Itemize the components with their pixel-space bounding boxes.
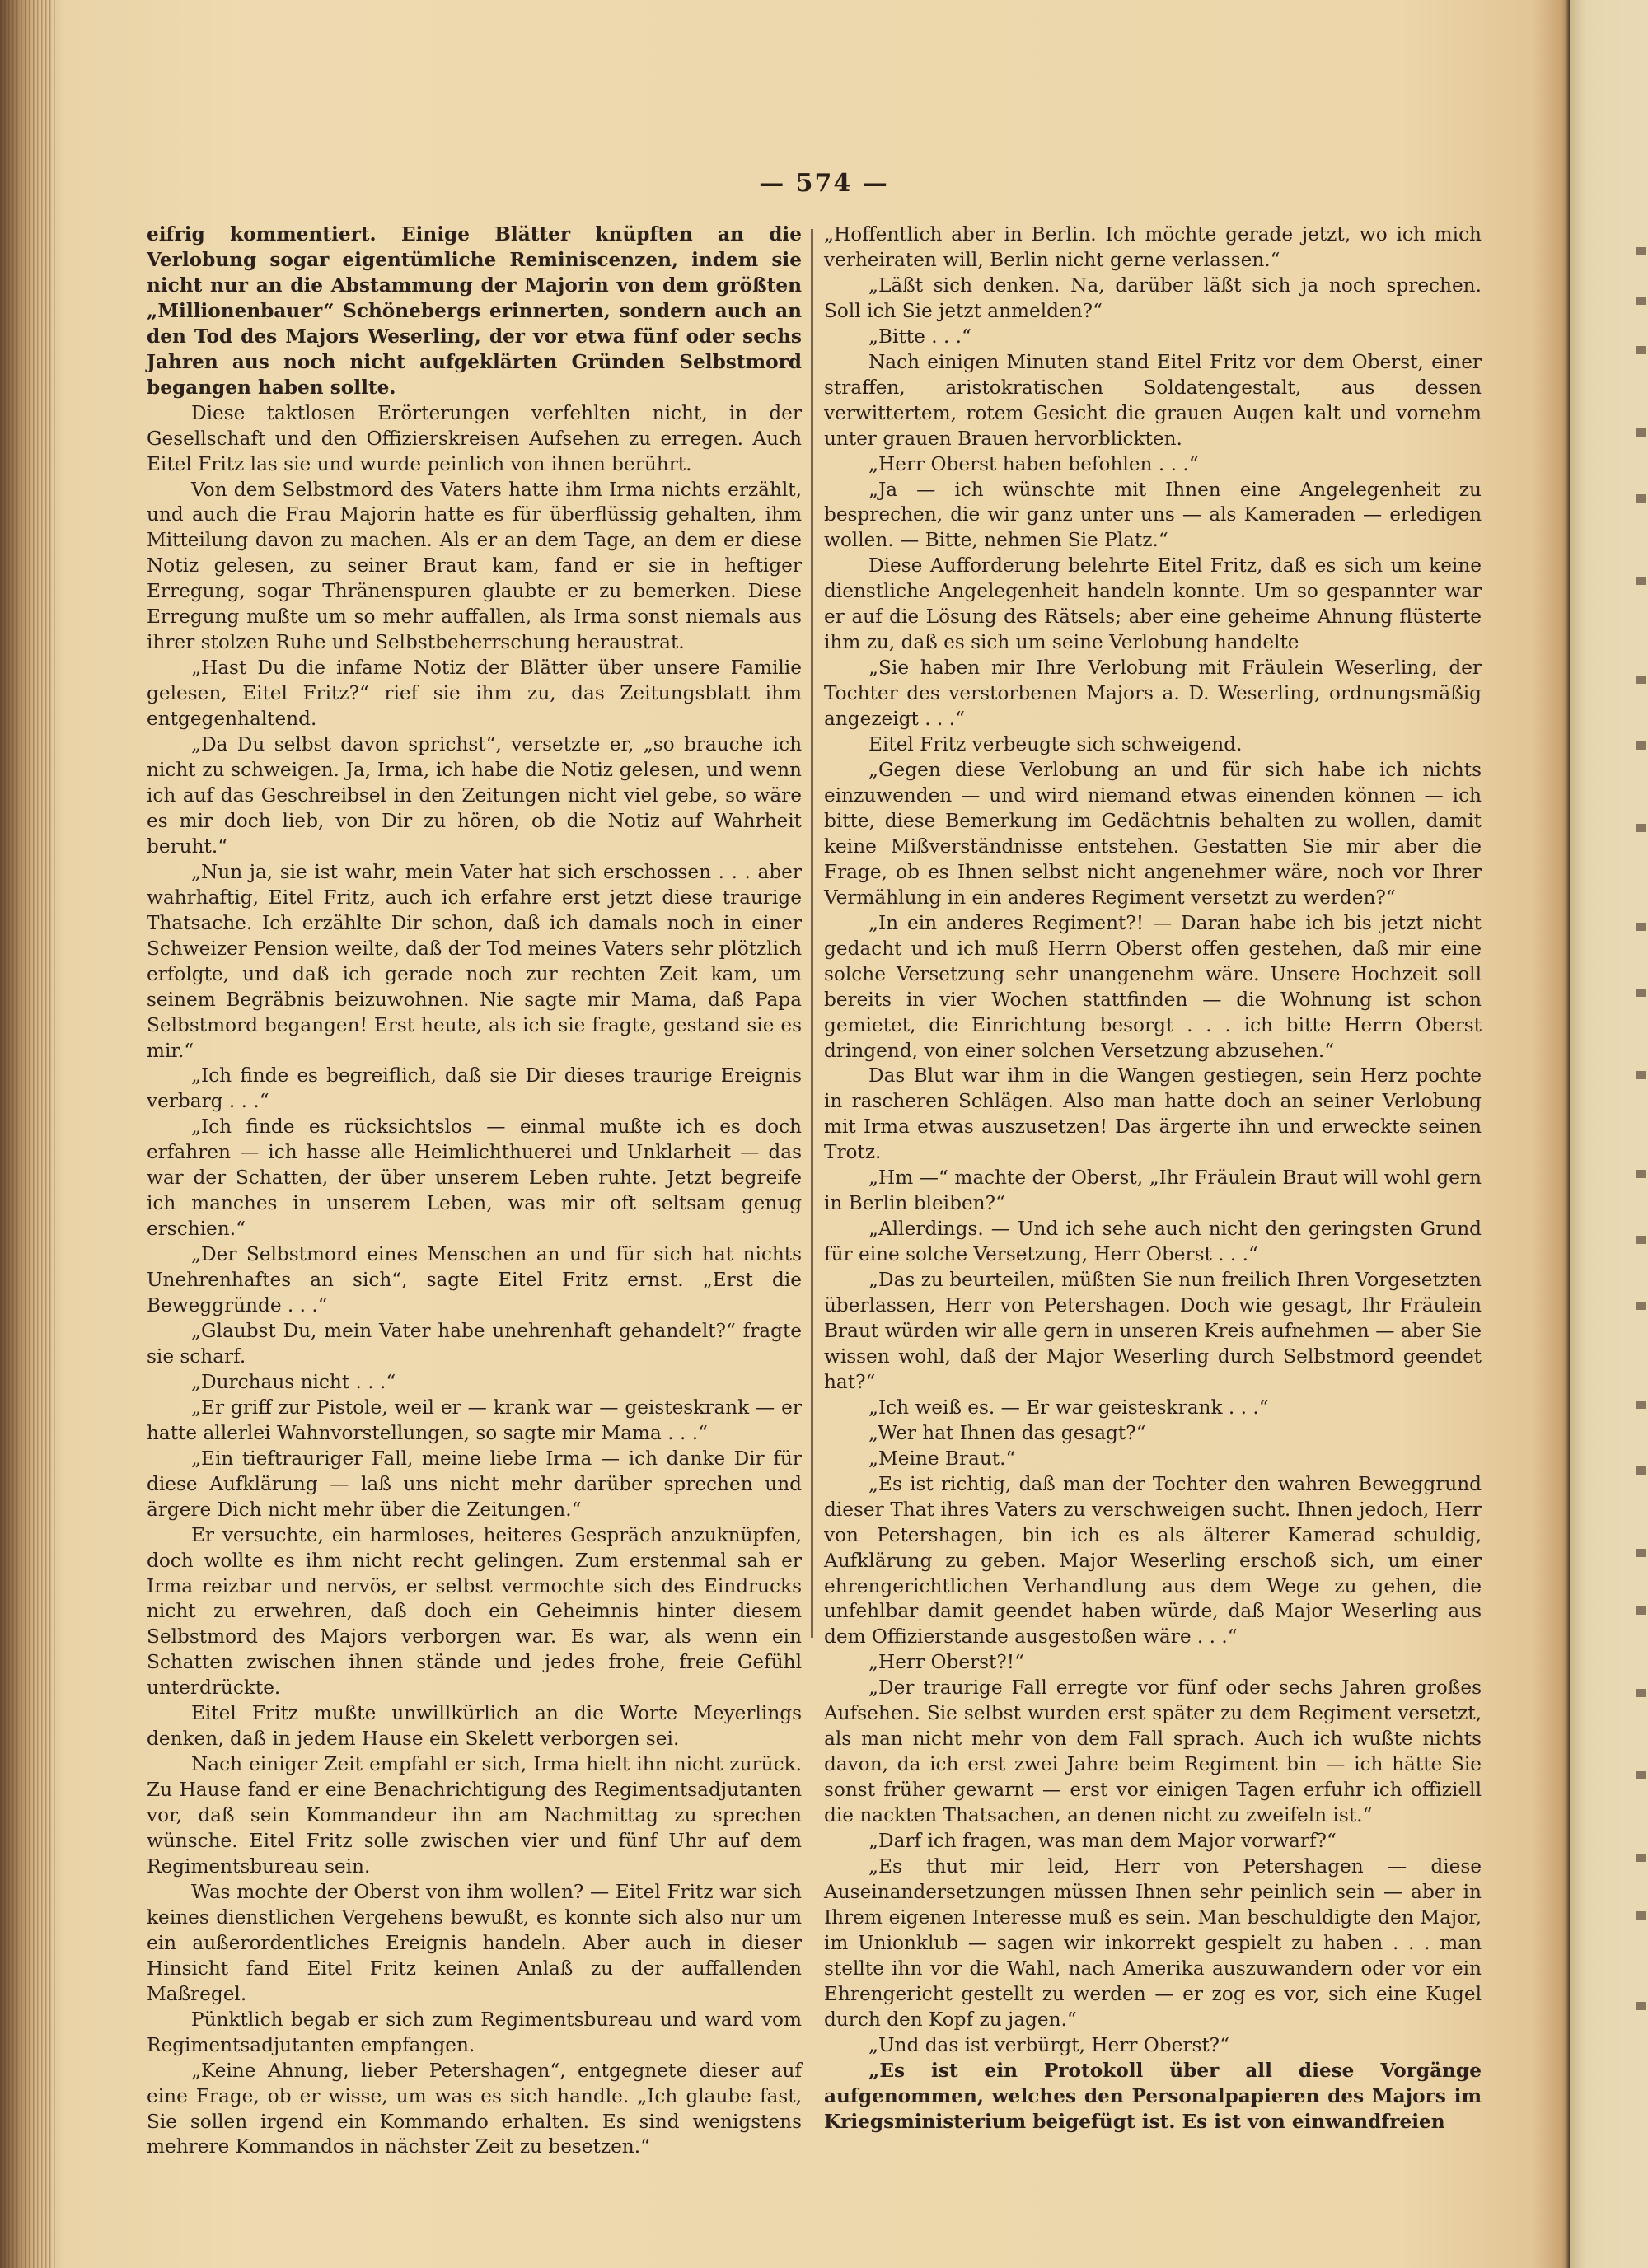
- right-column: [824, 222, 1482, 2135]
- right-column-paragraph: „Läßt sich denken. Na, darüber läßt sich ja noch sprechen. Soll ich Sie jetzt anmelden?“: [824, 274, 1482, 322]
- right-column-paragraph: „Und das ist verbürgt, Herr Oberst?“: [868, 2033, 1229, 2056]
- right-column-paragraph: „Hoffentlich aber in Berlin. Ich möchte gerade jetzt, wo ich mich verheiraten will, Berlin nicht gerne verlassen.“: [824, 223, 1482, 271]
- right-column-paragraph: Diese Aufforderung belehrte Eitel Fritz, daß es sich um keine dienstliche Angelegenheit handeln konnte. Um so gespannter war er auf die Lösung des Rätsels; aber eine geheime Ahnung flüsterte ihm zu, daß es sich um seine Verlobung handelte: [824, 554, 1482, 654]
- right-column-paragraph: „Gegen diese Verlobung an und für sich habe ich nichts einzuwenden — und wird niemand etwas einenden können — ich bitte, diese Bemerkung im Gedächtnis behalten zu wollen, damit keine Mißverständnisse entstehen. Gestatten Sie mir aber die Frage, ob es Ihnen selbst nicht angenehmer wäre, noch vor Ihrer Vermählung in ein anderes Regiment versetzt zu werden?“: [824, 759, 1482, 909]
- left-column-paragraph: „Durchaus nicht . . .“: [191, 1370, 396, 1393]
- column-divider: [811, 229, 813, 1638]
- right-column-paragraph: „Meine Braut.“: [868, 1447, 1016, 1470]
- right-column-paragraph: „Herr Oberst haben befohlen . . .“: [868, 452, 1199, 475]
- page-edges: [0, 0, 58, 2268]
- left-column-paragraph: „Hast Du die infame Notiz der Blätter über unsere Familie gelesen, Eitel Fritz?“ rief sie ihm zu, das Zeitungsblatt ihm entgegenhaltend.: [147, 657, 802, 731]
- adjacent-page-marks: [1636, 0, 1648, 2268]
- left-column-paragraph: „Ich finde es begreiflich, daß sie Dir dieses traurige Ereignis verbarg . . .“: [147, 1064, 802, 1113]
- right-column-paragraph: „Darf ich fragen, was man dem Major vorwarf?“: [868, 1830, 1337, 1853]
- left-column-paragraph: „Er griff zur Pistole, weil er — krank war — geisteskrank — er hatte allerlei Wahnvorstellungen, so sagte mir Mama . . .“: [147, 1396, 802, 1444]
- right-column-paragraph: „Es ist ein Protokoll über all diese Vorgänge aufgenommen, welches den Personalpapieren des Majors im Kriegsministerium beigefügt ist. Es ist von einwandfreien: [824, 2059, 1482, 2133]
- right-column-paragraph: „Hm —“ machte der Oberst, „Ihr Fräulein Braut will wohl gern in Berlin bleiben?“: [824, 1167, 1482, 1215]
- right-column-paragraph: Eitel Fritz verbeugte sich schweigend.: [868, 733, 1243, 756]
- right-column-paragraph: „Bitte . . .“: [868, 325, 971, 348]
- left-column-paragraph: „Der Selbstmord eines Menschen an und für sich hat nichts Unehrenhaftes an sich“, sagte Eitel Fritz ernst. „Erst die Beweggründe . . .“: [147, 1243, 802, 1317]
- adjacent-page-edge: [1570, 0, 1648, 2268]
- left-column-paragraph: „Ich finde es rücksichtslos — einmal mußte ich es doch erfahren — ich hasse alle Heimlichthuerei und Unklarheit — das war der Schatten, der über unserem Leben ruhte. Jetzt begreife ich manches in unserem Leben, was mir oft seltsam genug erschien.“: [147, 1115, 802, 1241]
- left-column-paragraph: „Da Du selbst davon sprichst“, versetzte er, „so brauche ich nicht zu schweigen. Ja, Irma, ich habe die Notiz gelesen, und wenn ich auf das Geschreibsel in den Zeitungen nicht viel gebe, so wäre es mir doch lieb, von Dir zu hören, ob die Notiz auf Wahrheit beruht.“: [147, 733, 802, 858]
- right-column-paragraph: „Ja — ich wünschte mit Ihnen eine Angelegenheit zu besprechen, die wir ganz unter uns — als Kameraden — erledigen wollen. — Bitte, nehmen Sie Platz.“: [824, 478, 1482, 552]
- left-column-paragraph: „Ein tieftrauriger Fall, meine liebe Irma — ich danke Dir für diese Aufklärung — laß uns nicht mehr darüber sprechen und ärgere Dich nicht mehr über die Zeitungen.“: [147, 1447, 802, 1521]
- right-column-paragraph: Das Blut war ihm in die Wangen gestiegen, sein Herz pochte in rascheren Schlägen. Also man hatte doch an seiner Verlobung mit Irma etwas auszusetzen! Das ärgerte ihn und erweckte seinen Trotz.: [824, 1064, 1482, 1164]
- left-column-paragraph: „Nun ja, sie ist wahr, mein Vater hat sich erschossen . . . aber wahrhaftig, Eitel Fritz, auch ich erfahre erst jetzt diese traurige Thatsache. Ich erzählte Dir schon, daß ich damals noch in einer Schweizer Pension weilte, daß der Tod meines Vaters sehr plötzlich erfolgte, und daß ich gerade noch zur rechten Zeit kam, um seinem Begräbnis beizuwohnen. Nie sagte mir Mama, daß Papa Selbstmord begangen! Erst heute, als ich sie fragte, gestand sie es mir.“: [147, 860, 802, 1062]
- left-column-paragraph: „Glaubst Du, mein Vater habe unehrenhaft gehandelt?“ fragte sie scharf.: [147, 1319, 802, 1368]
- left-column-paragraph: Eitel Fritz mußte unwillkürlich an die Worte Meyerlings denken, daß in jedem Hause ein Skelett verborgen sei.: [147, 1702, 802, 1751]
- right-column-paragraph: Nach einigen Minuten stand Eitel Fritz vor dem Oberst, einer straffen, aristokratischen Soldatengestalt, aus dessen verwittertem, rotem Gesicht die grauen Augen kalt und vornehm unter grauen Brauen hervorblickten.: [824, 350, 1482, 450]
- right-column-paragraph: „Der traurige Fall erregte vor fünf oder sechs Jahren großes Aufsehen. Sie selbst wurden erst später zu dem Regiment versetzt, als man nicht mehr von dem Fall sprach. Auch ich wußte nichts davon, da ich erst zwei Jahre beim Regiment bin — ich hätte Sie sonst früher gewarnt — erst vor einigen Tagen erfuhr ich offiziell die nackten Thatsachen, an denen nicht zu zweifeln ist.“: [824, 1676, 1482, 1827]
- right-column-paragraph: „Herr Oberst?!“: [868, 1651, 1024, 1674]
- right-column-paragraph: „Allerdings. — Und ich sehe auch nicht den geringsten Grund für eine solche Versetzung, Herr Oberst . . .“: [824, 1218, 1482, 1266]
- left-column: [147, 222, 802, 2160]
- left-column-paragraph: Diese taktlosen Erörterungen verfehlten nicht, in der Gesellschaft und den Offizierskreisen Aufsehen zu erregen. Auch Eitel Fritz las sie und wurde peinlich von ihnen berührt.: [147, 401, 802, 475]
- right-column-paragraph: „Ich weiß es. — Er war geisteskrank . . .“: [868, 1396, 1269, 1419]
- right-column-paragraph: „In ein anderes Regiment?! — Daran habe ich bis jetzt nicht gedacht und ich muß Herrn Oberst offen gestehen, daß mir eine solche Versetzung sehr unangenehm wäre. Unsere Hochzeit soll bereits in vier Wochen stattfinden — die Wohnung ist schon gemietet, die Einrichtung besorgt . . . ich bitte Herrn Oberst dringend, von einer solchen Versetzung abzusehen.“: [824, 911, 1482, 1062]
- right-column-paragraph: „Sie haben mir Ihre Verlobung mit Fräulein Weserling, der Tochter des verstorbenen Majors a. D. Weserling, ordnungsmäßig angezeigt . . .“: [824, 657, 1482, 731]
- right-column-paragraph: „Es ist richtig, daß man der Tochter den wahren Beweggrund dieser That ihres Vaters zu verschweigen sucht. Ihnen jedoch, Herr von Petershagen, bin ich es als älterer Kamerad schuldig, Aufklärung zu geben. Major Weserling erschoß sich, um einer ehrengerichtlichen Verhandlung aus dem Wege zu gehen, die unfehlbar damit geendet haben würde, daß Major Weserling aus dem Offizierstande ausgestoßen wäre . . .“: [824, 1472, 1482, 1648]
- left-column-paragraph: Von dem Selbstmord des Vaters hatte ihm Irma nichts erzählt, und auch die Frau Majorin hatte es für überflüssig gehalten, ihm Mitteilung davon zu machen. Als er an dem Tage, an dem er diese Notiz gelesen, zu seiner Braut kam, fand er sie in heftiger Erregung, sogar Thränenspuren glaubte er zu bemerken. Diese Erregung mußte um so mehr auffallen, als Irma sonst niemals aus ihrer stolzen Ruhe und Selbstbeherrschung heraustrat.: [147, 478, 802, 654]
- left-column-paragraph: Nach einiger Zeit empfahl er sich, Irma hielt ihn nicht zurück. Zu Hause fand er eine Benachrichtigung des Regimentsadjutanten vor, daß sein Kommandeur ihn am Nachmittag zu sprechen wünsche. Eitel Fritz solle zwischen vier und fünf Uhr auf dem Regimentsbureau sein.: [147, 1753, 802, 1878]
- left-column-paragraph: eifrig kommentiert. Einige Blätter knüpften an die Verlobung sogar eigentümliche Reminiscenzen, indem sie nicht nur an die Abstammung der Majorin von dem größten „Millionenbauer“ Schönebergs erinnerten, sondern auch an den Tod des Majors Weserling, der vor etwa fünf oder sechs Jahren aus noch nicht aufgeklärten Gründen Selbstmord begangen haben sollte.: [147, 223, 802, 399]
- right-column-paragraph: „Es thut mir leid, Herr von Petershagen — diese Auseinandersetzungen müssen Ihnen sehr peinlich sein — aber in Ihrem eigenen Interesse muß es sein. Man beschuldigte den Major, im Unionklub — sagen wir inkorrekt gespielt zu haben . . . man stellte ihn vor die Wahl, nach Amerika auszuwandern oder vor ein Ehrengericht gestellt zu werden — er zog es vor, sich eine Kugel durch den Kopf zu jagen.“: [824, 1855, 1482, 2031]
- right-column-paragraph: „Wer hat Ihnen das gesagt?“: [868, 1421, 1146, 1444]
- left-column-paragraph: „Keine Ahnung, lieber Petershagen“, entgegnete dieser auf eine Frage, ob er wisse, um was es sich handle. „Ich glaube fast, Sie sollen irgend ein Kommando erhalten. Es sind wenigstens mehrere Kommandos in nächster Zeit zu besetzen.“: [147, 2059, 802, 2158]
- page-number: — 574 —: [759, 169, 889, 198]
- left-column-paragraph: Er versuchte, ein harmloses, heiteres Gespräch anzuknüpfen, doch wollte es ihm nicht recht gelingen. Zum erstenmal sah er Irma reizbar und nervös, er selbst vermochte sich des Eindrucks nicht zu erwehren, daß doch ein Geheimnis hinter diesem Selbstmord des Majors verborgen war. Es war, als wenn ein Schatten zwischen ihnen stände und jedes frohe, freie Gefühl unterdrückte.: [147, 1523, 802, 1700]
- left-column-paragraph: Pünktlich begab er sich zum Regimentsbureau und ward vom Regimentsadjutanten empfangen.: [147, 2008, 802, 2056]
- right-column-paragraph: „Das zu beurteilen, müßten Sie nun freilich Ihren Vorgesetzten überlassen, Herr von Petershagen. Doch wie gesagt, Ihr Fräulein Braut würden wir alle gern in unseren Kreis aufnehmen — aber Sie wissen wohl, daß der Major Weserling durch Selbstmord geendet hat?“: [824, 1269, 1482, 1393]
- left-column-paragraph: Was mochte der Oberst von ihm wollen? — Eitel Fritz war sich keines dienstlichen Vergehens bewußt, es konnte sich also nur um ein außerordentliches Ereignis handeln. Aber auch in dieser Hinsicht fand Eitel Fritz keinen Anlaß zu der auffallenden Maßregel.: [147, 1880, 802, 2005]
